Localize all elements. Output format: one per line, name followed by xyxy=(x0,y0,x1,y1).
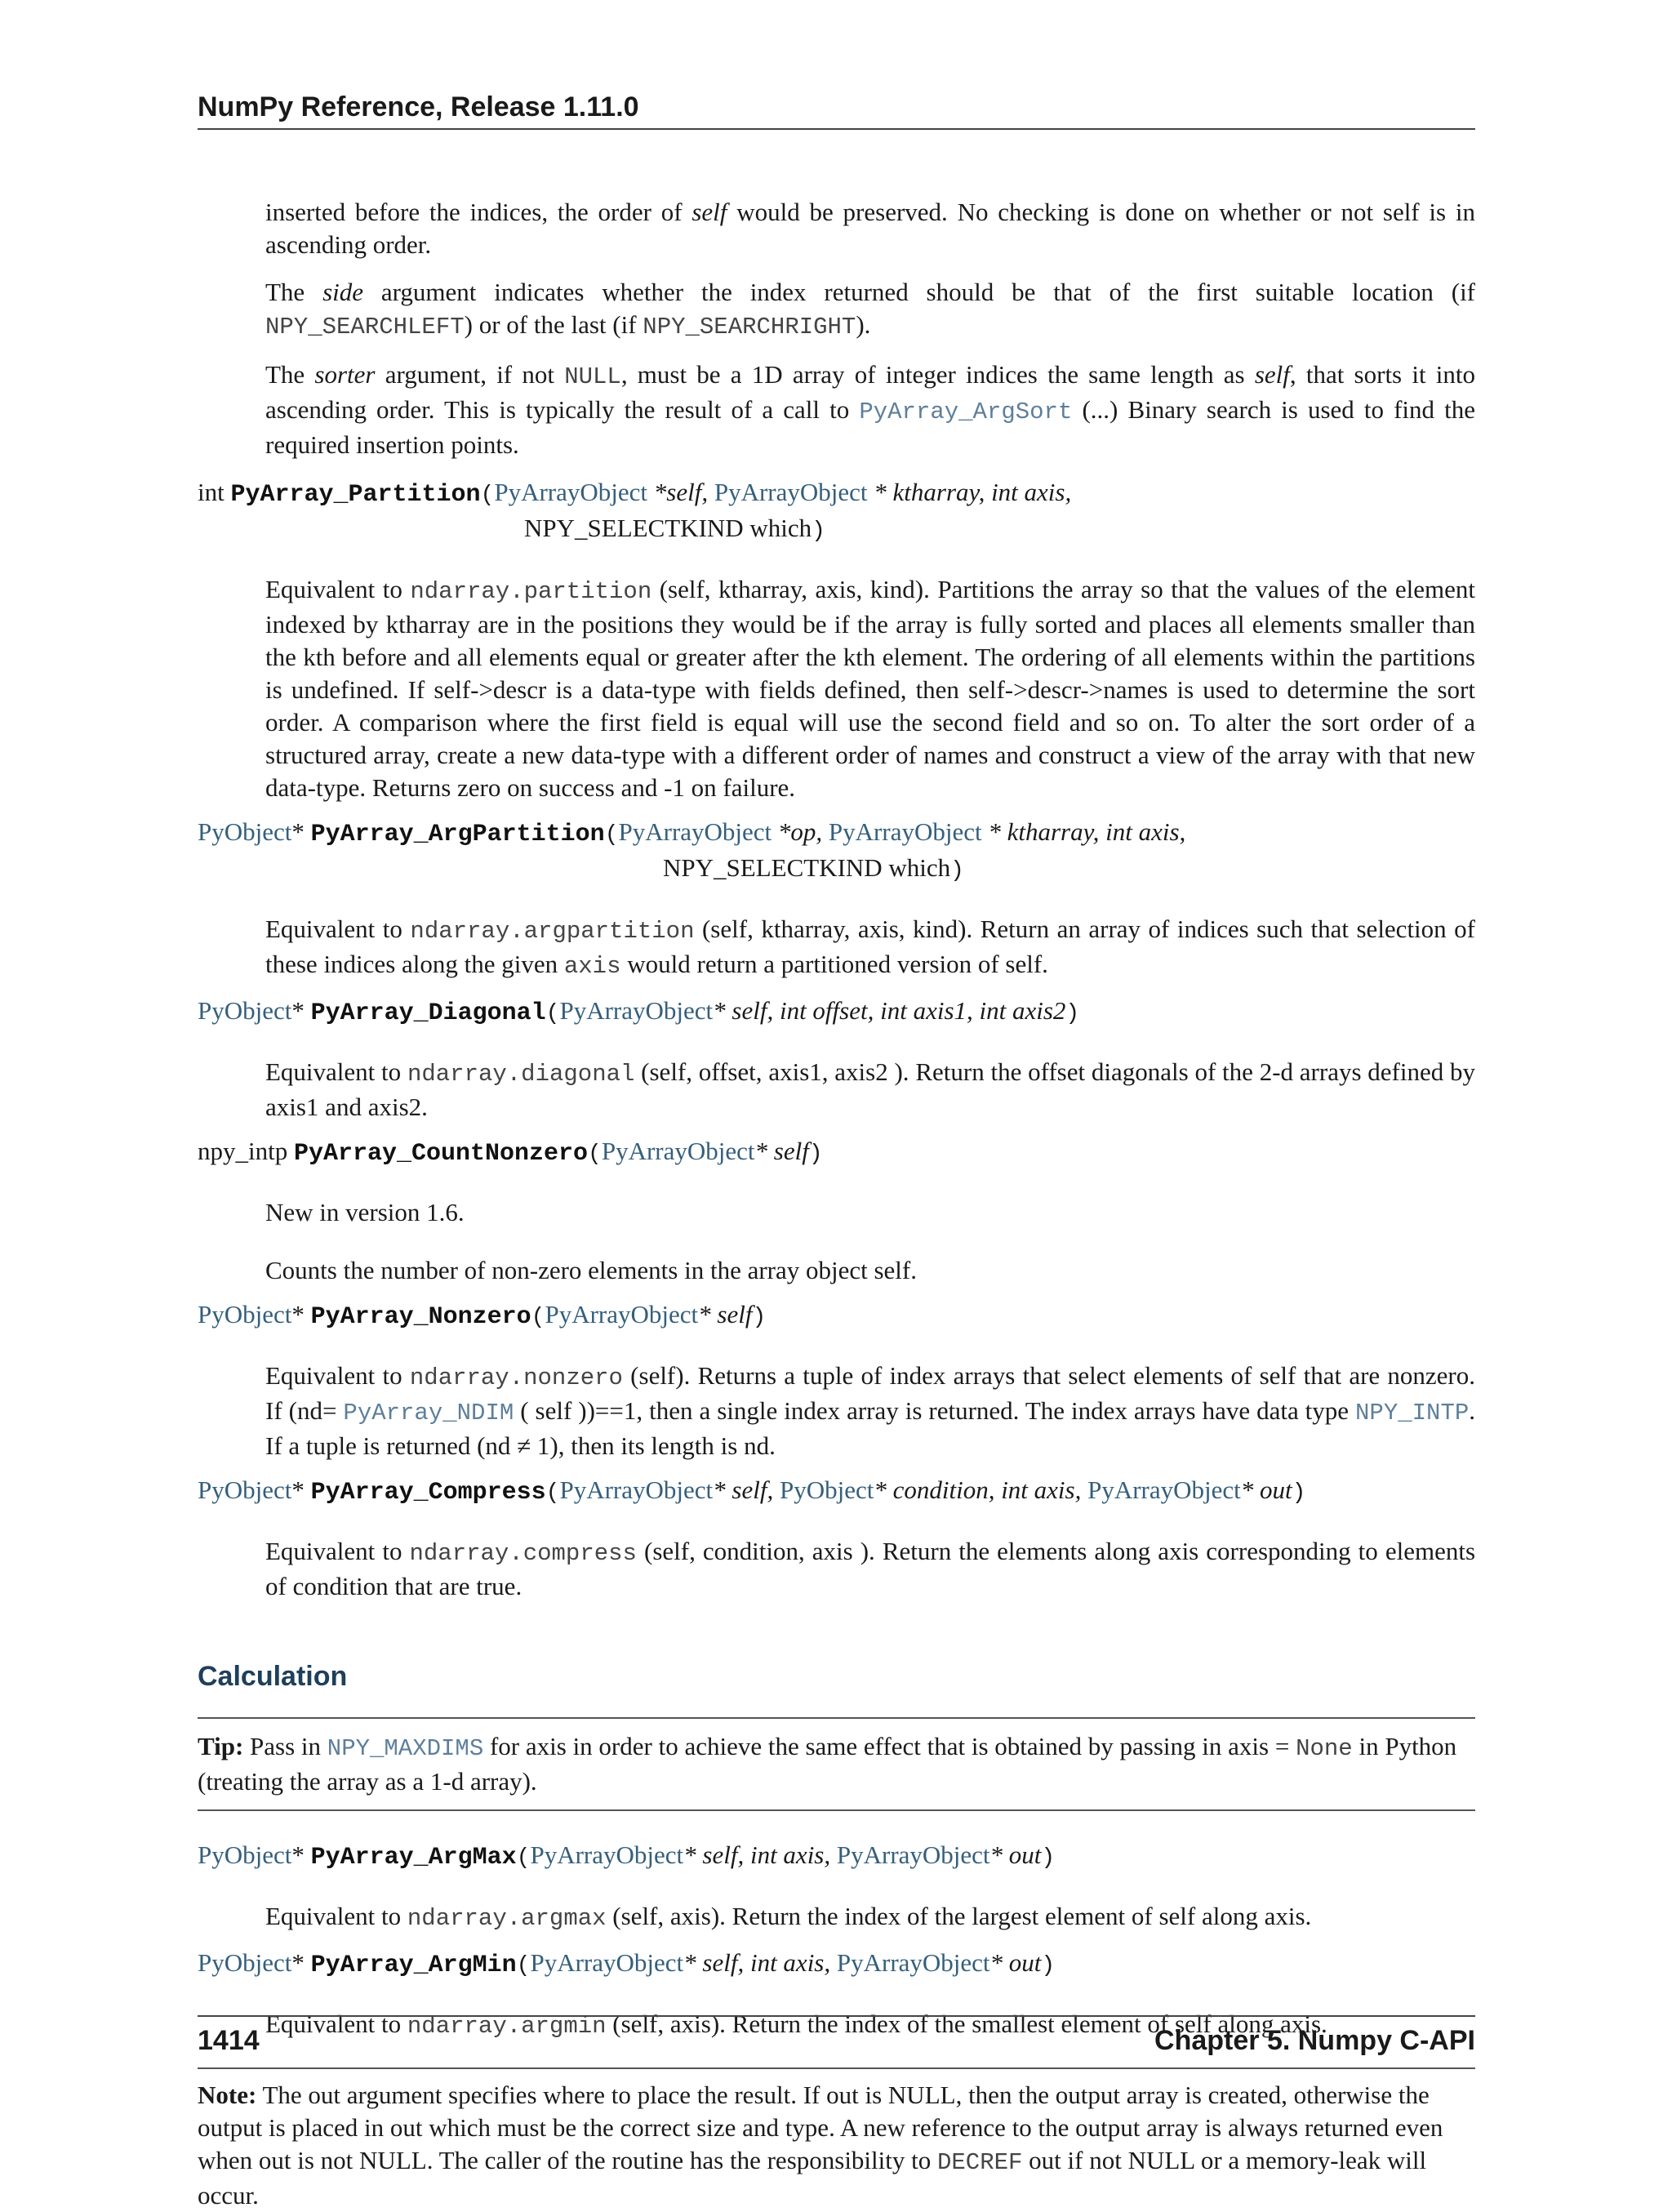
function-name: PyArray_Nonzero xyxy=(310,1303,531,1331)
tip-label: Tip: xyxy=(198,1732,244,1760)
type-link[interactable]: PyObject xyxy=(198,1948,292,1977)
type-link[interactable]: PyObject xyxy=(198,1475,292,1504)
function-description-diagonal: Equivalent to ndarray.diagonal (self, offset, axis1, axis2 ). Return the offset diagonals of the 2-d arrays defined by axis1 and axis2. xyxy=(265,1057,1476,1121)
function-signature-countnonzero: npy_intp PyArray_CountNonzero(PyArrayObject* self) xyxy=(198,1137,823,1168)
type-link[interactable]: PyObject xyxy=(198,1840,292,1869)
function-signature-argmin: PyObject* PyArray_ArgMin(PyArrayObject* self, int axis, PyArrayObject* out) xyxy=(198,1948,1056,1979)
type-link[interactable]: PyArrayObject xyxy=(828,817,982,846)
tip-box: Tip: Pass in NPY_MAXDIMS for axis in order to achieve the same effect that is obtained by passing in axis = None in Python (treating the array as a 1-d array). xyxy=(198,1717,1475,1811)
page-footer xyxy=(198,2015,1475,2057)
function-signature-partition: int PyArray_Partition(PyArrayObject *self, PyArrayObject * ktharray, int axis, NPY_SELECTKIND which) xyxy=(198,478,1072,544)
function-description-nonzero: Equivalent to ndarray.nonzero (self). Returns a tuple of index arrays that select elements of self that are nonzero. If (nd= PyArray_NDIM ( self ))==1, then a single index array is returned. The index arrays have data type NPY_INTP. If a tuple is returned (nd ≠ 1), then its length is nd. xyxy=(265,1361,1476,1460)
function-signature-diagonal: PyObject* PyArray_Diagonal(PyArrayObject* self, int offset, int axis1, int axis2) xyxy=(198,996,1080,1027)
type-link[interactable]: PyObject xyxy=(198,996,292,1025)
function-description-partition: Equivalent to ndarray.partition (self, ktharray, axis, kind). Partitions the array so that the values of the element indexed by ktharray are in the positions they would be if the array is fully sorted and places all elements smaller than the kth before and all elements equal or greater after the kth element. The ordering of all elements within the partitions is undefined. If self->descr is a data-type with fields defined, then self->descr->names is used to determine the sort order. A comparison where the first field is equal will use the second field and so on. To alter the sort order of a structured array, create a new data-type with a different order of names and construct a view of the array with that new data-type. Returns zero on success and -1 on failure. xyxy=(265,575,1475,802)
function-name: PyArray_Compress xyxy=(310,1479,546,1507)
type-link[interactable]: PyObject xyxy=(198,817,292,846)
intro-paragraph-2: The side argument indicates whether the index returned should be that of the first suitable location (if NPY_SEARCHLEFT) or of the last (if NPY_SEARCHRIGHT). xyxy=(265,278,1476,340)
type-link[interactable]: PyArrayObject xyxy=(714,478,868,506)
type-link[interactable]: PyArrayObject xyxy=(545,1300,699,1329)
type-link[interactable]: PyObject xyxy=(198,1300,292,1329)
type-link[interactable]: PyArrayObject xyxy=(494,478,648,506)
type-link[interactable]: PyArrayObject xyxy=(836,1948,990,1977)
intro-paragraph-3: The sorter argument, if not NULL, must be a 1D array of integer indices the same length as self, that sorts it into ascending order. This is typically the result of a call to PyArray_ArgSort (...) Binary search is used to find the required insertion points. xyxy=(265,360,1476,459)
function-description-countnonzero: Counts the number of non-zero elements in the array object self. xyxy=(265,1256,917,1284)
function-signature-nonzero: PyObject* PyArray_Nonzero(PyArrayObject* self) xyxy=(198,1300,767,1331)
type-link[interactable]: PyArrayObject xyxy=(601,1137,755,1165)
version-note: New in version 1.6. xyxy=(265,1198,465,1226)
function-signature-argmax: PyObject* PyArray_ArgMax(PyArrayObject* self, int axis, PyArrayObject* out) xyxy=(198,1840,1056,1872)
type-link[interactable]: PyArrayObject xyxy=(1087,1475,1241,1504)
maxdims-link[interactable]: NPY_MAXDIMS xyxy=(327,1735,484,1762)
function-name: PyArray_ArgPartition xyxy=(310,821,605,848)
section-title-calculation: Calculation xyxy=(198,1661,348,1692)
type-link[interactable]: PyObject xyxy=(779,1475,874,1504)
note-label: Note: xyxy=(198,2081,257,2109)
type-link[interactable]: PyArrayObject xyxy=(836,1840,990,1869)
type-link[interactable]: PyArrayObject xyxy=(559,1475,714,1504)
type-link[interactable]: PyArrayObject xyxy=(559,996,714,1025)
function-name: PyArray_Diagonal xyxy=(310,999,546,1027)
function-signature-compress: PyObject* PyArray_Compress(PyArrayObject* self, PyObject* condition, int axis, PyArrayObject* out) xyxy=(198,1475,1306,1507)
function-signature-argpartition: PyObject* PyArray_ArgPartition(PyArrayObject *op, PyArrayObject * ktharray, int axis, NPY_SELECTKIND which) xyxy=(198,817,1186,883)
page-header xyxy=(198,91,1475,130)
chapter-title: Chapter 5. Numpy C-API xyxy=(1154,2025,1475,2056)
intp-link[interactable]: NPY_INTP xyxy=(1355,1400,1470,1426)
argsort-link[interactable]: PyArray_ArgSort xyxy=(859,398,1073,425)
type-link[interactable]: PyArrayObject xyxy=(530,1840,684,1869)
page-number: 1414 xyxy=(198,2025,260,2056)
type-link[interactable]: PyArrayObject xyxy=(618,817,772,846)
intro-paragraph-1: inserted before the indices, the order of self would be preserved. No checking is done on whether or not self is in ascending order. xyxy=(265,198,1476,259)
function-description-argmin: Equivalent to ndarray.argmin (self, axis). Return the index of the smallest element of self along axis. xyxy=(265,2009,1327,2040)
function-description-compress: Equivalent to ndarray.compress (self, condition, axis ). Return the elements along axis corresponding to elements of condition that are true. xyxy=(265,1537,1476,1600)
function-name: PyArray_ArgMax xyxy=(310,1844,517,1872)
function-name: PyArray_Partition xyxy=(230,481,481,509)
type-link[interactable]: PyArrayObject xyxy=(530,1948,684,1977)
note-box: Note: The out argument specifies where to place the result. If out is NULL, then the output array is created, otherwise the output is placed in out which must be the correct size and type. A new reference to the output array is always returned even when out is not NULL. The caller of the routine has the responsibility to DECREF out if not NULL or a memory-leak will occur. xyxy=(198,2067,1475,2212)
function-name: PyArray_ArgMin xyxy=(310,1952,517,1979)
function-description-argmax: Equivalent to ndarray.argmax (self, axis). Return the index of the largest element of self along axis. xyxy=(265,1902,1312,1932)
function-description-argpartition: Equivalent to ndarray.argpartition (self, ktharray, axis, kind). Return an array of indices such that selection of these indices along the given axis would return a partitioned version of self. xyxy=(265,915,1475,980)
ndim-link[interactable]: PyArray_NDIM xyxy=(343,1400,514,1426)
page-content xyxy=(198,196,1475,2212)
header-title: NumPy Reference, Release 1.11.0 xyxy=(198,91,639,122)
function-name: PyArray_CountNonzero xyxy=(293,1140,589,1168)
